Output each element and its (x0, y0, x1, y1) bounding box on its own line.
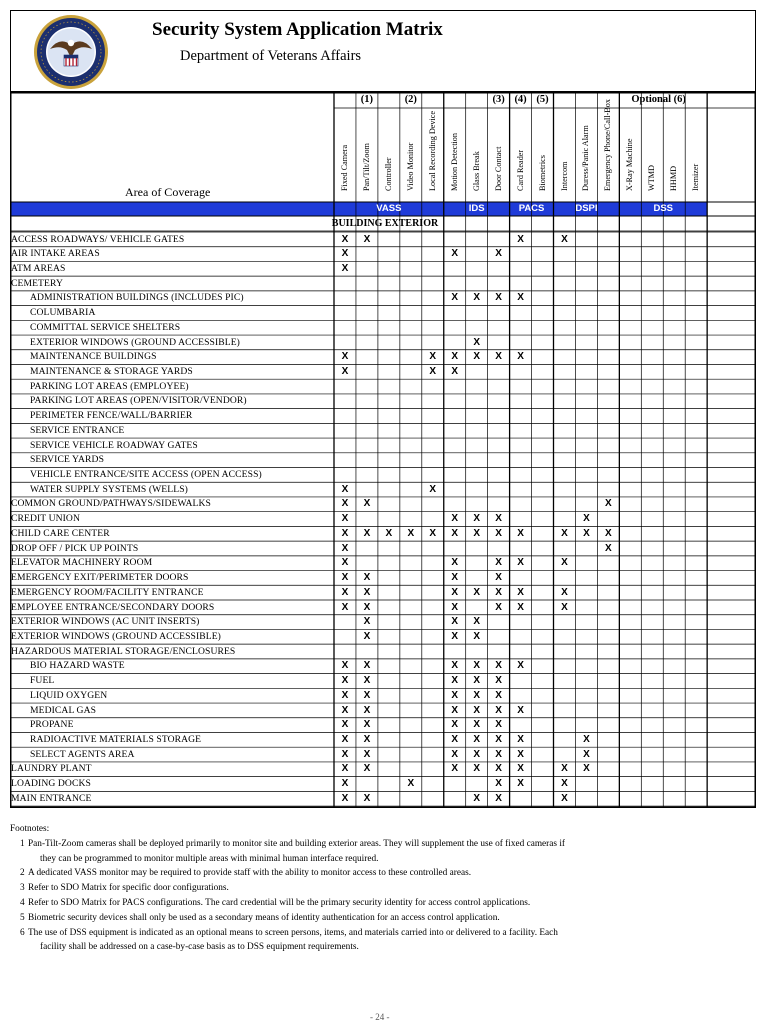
area-of-coverage-header: Area of Coverage (125, 185, 211, 199)
matrix-mark: X (495, 557, 502, 569)
matrix-mark: X (517, 292, 524, 304)
matrix-mark: X (341, 792, 349, 804)
row-label: FUEL (30, 675, 55, 687)
column-header-label: Emergency Phone/Call-Box (603, 99, 613, 191)
row-label: EXTERIOR WINDOWS (GROUND ACCESSIBLE) (11, 630, 221, 642)
column-header-label: Biometrics (537, 155, 547, 191)
matrix-mark: X (517, 704, 524, 716)
matrix-mark: X (495, 572, 502, 584)
matrix-mark: X (407, 778, 415, 790)
matrix-mark: X (451, 351, 459, 363)
column-header-label: Door Contact (493, 146, 503, 191)
matrix-mark: X (517, 351, 524, 363)
matrix-mark: X (451, 675, 459, 687)
row-label: LIQUID OXYGEN (30, 689, 108, 701)
matrix-mark: X (429, 365, 437, 377)
matrix-mark: X (341, 557, 349, 569)
row-label: PARKING LOT AREAS (OPEN/VISITOR/VENDOR) (30, 395, 247, 407)
matrix-mark: X (605, 527, 612, 539)
column-header (423, 100, 443, 200)
matrix-mark: X (451, 733, 459, 745)
footnote-text: Pan-Tilt-Zoom cameras shall be deployed primarily to monitor site and building exterior areas. They will supplement the use of fixed cameras if (28, 838, 566, 849)
matrix-mark: X (341, 660, 349, 672)
matrix-mark: X (495, 689, 502, 701)
row-label: SERVICE VEHICLE ROADWAY GATES (30, 439, 198, 451)
matrix-mark: X (429, 483, 437, 495)
matrix-mark: X (583, 763, 590, 775)
row-label: MAIN ENTRANCE (11, 792, 92, 804)
matrix-mark: X (429, 527, 437, 539)
matrix-mark: X (451, 660, 459, 672)
matrix-mark: X (363, 630, 371, 642)
matrix-mark: X (495, 513, 502, 525)
matrix-mark: X (473, 748, 480, 760)
matrix-mark: X (451, 557, 459, 569)
matrix-mark: X (517, 778, 524, 790)
footnote-number: 5 (20, 912, 25, 923)
matrix-mark: X (495, 704, 502, 716)
matrix-mark: X (363, 660, 371, 672)
column-header-label: Itemizer (691, 163, 701, 191)
matrix-mark: X (473, 704, 480, 716)
matrix-mark: X (341, 365, 349, 377)
matrix-mark: X (363, 586, 371, 598)
matrix-mark: X (473, 616, 480, 628)
column-header-label: Fixed Camera (340, 144, 349, 191)
matrix-mark: X (363, 601, 371, 613)
matrix-mark: X (517, 660, 524, 672)
matrix-mark: X (341, 586, 349, 598)
matrix-mark: X (363, 572, 371, 584)
matrix-mark: X (363, 233, 371, 245)
matrix-mark: X (385, 527, 393, 539)
matrix-mark: X (473, 513, 480, 525)
matrix-mark: X (341, 483, 349, 495)
column-footnote-ref: (4) (514, 94, 527, 105)
matrix-mark: X (341, 778, 349, 790)
matrix-mark: X (451, 748, 459, 760)
matrix-mark: X (473, 351, 480, 363)
matrix-mark: X (517, 733, 524, 745)
column-header-label: Controller (383, 157, 393, 191)
column-header-label: Video Monitor (405, 142, 415, 191)
matrix-mark: X (451, 630, 459, 642)
row-label: CREDIT UNION (11, 513, 80, 525)
matrix-mark: X (561, 557, 568, 569)
application-matrix (10, 92, 756, 808)
column-header (489, 100, 509, 200)
column-header (555, 100, 575, 200)
matrix-mark: X (561, 792, 568, 804)
matrix-mark: X (363, 704, 371, 716)
row-label: COMMITTAL SERVICE SHELTERS (30, 321, 181, 333)
row-label: CHILD CARE CENTER (11, 527, 110, 539)
column-header-label: Motion Detection (449, 133, 459, 191)
matrix-mark: X (341, 527, 349, 539)
row-label: EXTERIOR WINDOWS (GROUND ACCESSIBLE) (30, 336, 240, 348)
matrix-mark: X (341, 498, 349, 510)
row-label: BIO HAZARD WASTE (30, 660, 125, 672)
matrix-mark: X (561, 233, 568, 245)
matrix-mark: X (561, 527, 568, 539)
matrix-mark: X (473, 719, 480, 731)
matrix-mark: X (517, 601, 524, 613)
column-header-label: X-Ray Machine (625, 138, 635, 191)
row-label: RADIOACTIVE MATERIALS STORAGE (30, 733, 202, 745)
matrix-mark: X (605, 498, 612, 510)
row-label: PARKING LOT AREAS (EMPLOYEE) (30, 380, 189, 392)
row-label: ELEVATOR MACHINERY ROOM (11, 557, 153, 569)
row-label: AIR INTAKE AREAS (11, 248, 100, 260)
matrix-mark: X (341, 675, 349, 687)
group-label-vass: VASS (376, 203, 402, 214)
matrix-mark: X (363, 733, 371, 745)
matrix-mark: X (495, 586, 502, 598)
column-footnote-ref: (5) (536, 94, 549, 105)
matrix-mark: X (495, 351, 502, 363)
matrix-mark: X (451, 527, 459, 539)
row-label: PERIMETER FENCE/WALL/BARRIER (30, 410, 193, 422)
row-label: EMERGENCY ROOM/FACILITY ENTRANCE (11, 586, 204, 598)
footnote-number: 3 (20, 883, 25, 894)
matrix-mark: X (517, 557, 524, 569)
matrix-mark: X (517, 586, 524, 598)
document-header (10, 10, 756, 92)
row-label: LOADING DOCKS (11, 778, 91, 790)
column-header (576, 100, 596, 200)
matrix-mark: X (583, 527, 590, 539)
row-label: EMERGENCY EXIT/PERIMETER DOORS (11, 572, 189, 584)
matrix-mark: X (451, 704, 459, 716)
matrix-mark: X (341, 572, 349, 584)
column-header-label: WTMD (647, 165, 657, 191)
footnote-number: 1 (20, 838, 25, 849)
matrix-mark: X (473, 763, 480, 775)
matrix-mark: X (473, 675, 480, 687)
matrix-mark: X (583, 748, 590, 760)
row-label: ADMINISTRATION BUILDINGS (INCLUDES PIC) (30, 292, 244, 304)
matrix-mark: X (341, 719, 349, 731)
column-header-label: Local Recording Device (427, 110, 437, 191)
matrix-mark: X (473, 792, 480, 804)
matrix-mark: X (473, 586, 480, 598)
matrix-mark: X (605, 542, 612, 554)
column-header (620, 100, 640, 200)
matrix-mark: X (341, 733, 349, 745)
matrix-mark: X (495, 248, 502, 260)
column-header (664, 100, 684, 200)
matrix-mark: X (473, 292, 480, 304)
matrix-mark: X (495, 675, 502, 687)
matrix-mark: X (495, 763, 502, 775)
row-label: CEMETERY (11, 277, 63, 289)
column-header (445, 100, 465, 200)
matrix-mark: X (451, 513, 459, 525)
matrix-mark: X (517, 233, 524, 245)
column-header-label: Card Reader (515, 149, 525, 191)
matrix-mark: X (341, 542, 349, 554)
matrix-mark: X (517, 527, 524, 539)
matrix-mark: X (473, 733, 480, 745)
matrix-mark: X (451, 601, 459, 613)
matrix-mark: X (363, 675, 371, 687)
column-header (511, 100, 531, 200)
row-label: EXTERIOR WINDOWS (AC UNIT INSERTS) (11, 616, 200, 628)
group-label-dss: DSS (653, 203, 674, 214)
matrix-mark: X (451, 763, 459, 775)
matrix-mark: X (341, 763, 349, 775)
footnote-text: A dedicated VASS monitor may be required to provide staff with the ability to monitor access to these controlled areas. (28, 868, 472, 879)
column-header (598, 100, 618, 200)
footnote-number: 6 (20, 927, 25, 938)
matrix-mark: X (341, 704, 349, 716)
column-header-label: HHMD (669, 165, 679, 191)
column-header-label: Duress/Panic Alarm (581, 125, 591, 191)
matrix-mark: X (363, 689, 371, 701)
matrix-mark: X (341, 233, 349, 245)
row-label: EMPLOYEE ENTRANCE/SECONDARY DOORS (11, 601, 215, 613)
matrix-mark: X (495, 719, 502, 731)
matrix-mark: X (363, 616, 371, 628)
row-label: SERVICE ENTRANCE (30, 424, 125, 436)
matrix-mark: X (451, 248, 459, 260)
matrix-mark: X (451, 292, 459, 304)
column-header (686, 100, 706, 200)
optional-header: Optional (6) (631, 94, 686, 105)
matrix-mark: X (363, 748, 371, 760)
row-label: ACCESS ROADWAYS/ VEHICLE GATES (11, 233, 185, 245)
column-header-label: Intercom (559, 161, 569, 191)
matrix-mark: X (561, 778, 568, 790)
matrix-mark: X (363, 498, 371, 510)
footnote-text: Biometric security devices shall only be used as a secondary means of identity authentication for an access control application. (28, 912, 500, 923)
row-label: LAUNDRY PLANT (11, 763, 92, 775)
matrix-mark: X (407, 527, 415, 539)
matrix-mark: X (341, 689, 349, 701)
row-label: SERVICE YARDS (30, 454, 105, 466)
matrix-mark: X (473, 527, 480, 539)
matrix-mark: X (341, 748, 349, 760)
va-seal-icon (33, 14, 109, 90)
column-header (357, 100, 377, 200)
matrix-mark: X (495, 527, 502, 539)
matrix-mark: X (363, 763, 371, 775)
matrix-mark: X (517, 748, 524, 760)
matrix-mark: X (495, 292, 502, 304)
column-header (335, 100, 355, 200)
footnote-text: Refer to SDO Matrix for PACS configurations. The card credential will be the primary security identity for access control applications. (28, 898, 531, 908)
group-label-ids: IDS (468, 203, 485, 214)
matrix-mark: X (363, 792, 371, 804)
footnote-text: Refer to SDO Matrix for specific door configurations. (28, 883, 229, 894)
matrix-mark: X (473, 689, 480, 701)
footnote-text: The use of DSS equipment is indicated as an optional means to screen persons, items, and materials carried into or delivered to a facility. Each (28, 927, 558, 938)
footnote-text: facility shall be addressed on a case-by-case basis as to DSS equipment requirements. (40, 942, 359, 953)
column-header-label: Pan/Tilt/Zoom (361, 143, 371, 191)
row-label: MAINTENANCE & STORAGE YARDS (30, 365, 193, 377)
footnote-number: 2 (20, 868, 25, 879)
matrix-mark: X (451, 365, 459, 377)
footnote-text: they can be programmed to monitor multiple areas with minimal human interface required. (40, 853, 379, 864)
group-label-pacs: PACS (518, 203, 545, 214)
column-footnote-ref: (1) (360, 94, 374, 105)
row-label: WATER SUPPLY SYSTEMS (WELLS) (30, 483, 188, 495)
column-header (642, 100, 662, 200)
column-header (467, 100, 487, 200)
matrix-mark: X (341, 262, 349, 274)
column-header (379, 100, 399, 200)
row-label: MAINTENANCE BUILDINGS (30, 351, 157, 363)
page-title: Security System Application Matrix (152, 19, 443, 40)
page-subtitle: Department of Veterans Affairs (180, 48, 362, 64)
footnotes-title: Footnotes: (10, 824, 50, 834)
matrix-mark: X (495, 601, 502, 613)
matrix-mark: X (341, 351, 349, 363)
matrix-mark: X (451, 719, 459, 731)
column-header (533, 100, 553, 200)
section-title: BUILDING EXTERIOR (331, 218, 439, 229)
matrix-mark: X (495, 778, 502, 790)
matrix-mark: X (451, 689, 459, 701)
matrix-mark: X (583, 733, 590, 745)
matrix-mark: X (473, 630, 480, 642)
row-label: MEDICAL GAS (30, 704, 97, 716)
matrix-mark: X (495, 660, 502, 672)
group-label-dspi: DSPI (575, 203, 598, 214)
row-label: SELECT AGENTS AREA (30, 748, 135, 760)
matrix-mark: X (495, 792, 502, 804)
matrix-mark: X (451, 586, 459, 598)
matrix-mark: X (429, 351, 437, 363)
column-footnote-ref: (3) (492, 94, 505, 105)
footnote-number: 4 (20, 898, 25, 908)
row-label: VEHICLE ENTRANCE/SITE ACCESS (OPEN ACCESS) (30, 469, 262, 481)
column-header-label: Glass Break (471, 151, 481, 191)
row-label: PROPANE (30, 719, 74, 731)
row-label: DROP OFF / PICK UP POINTS (11, 542, 139, 554)
matrix-mark: X (561, 586, 568, 598)
group-band-bg (10, 202, 334, 216)
matrix-mark: X (517, 763, 524, 775)
matrix-mark: X (473, 660, 480, 672)
matrix-mark: X (451, 572, 459, 584)
row-label: ATM AREAS (11, 262, 66, 274)
row-label: COLUMBARIA (30, 307, 96, 319)
row-label: HAZARDOUS MATERIAL STORAGE/ENCLOSURES (11, 645, 236, 657)
matrix-mark: X (451, 616, 459, 628)
column-footnote-ref: (2) (404, 94, 417, 105)
column-header (401, 100, 421, 200)
matrix-mark: X (341, 248, 349, 260)
row-label: COMMON GROUND/PATHWAYS/SIDEWALKS (11, 498, 211, 510)
matrix-mark: X (561, 601, 568, 613)
matrix-mark: X (495, 733, 502, 745)
matrix-mark: X (495, 748, 502, 760)
matrix-mark: X (561, 763, 568, 775)
matrix-mark: X (363, 719, 371, 731)
matrix-mark: X (341, 513, 349, 525)
matrix-mark: X (341, 601, 349, 613)
matrix-mark: X (583, 513, 590, 525)
page-number: - 24 - (370, 1012, 390, 1022)
matrix-mark: X (363, 527, 371, 539)
matrix-mark: X (473, 336, 480, 348)
